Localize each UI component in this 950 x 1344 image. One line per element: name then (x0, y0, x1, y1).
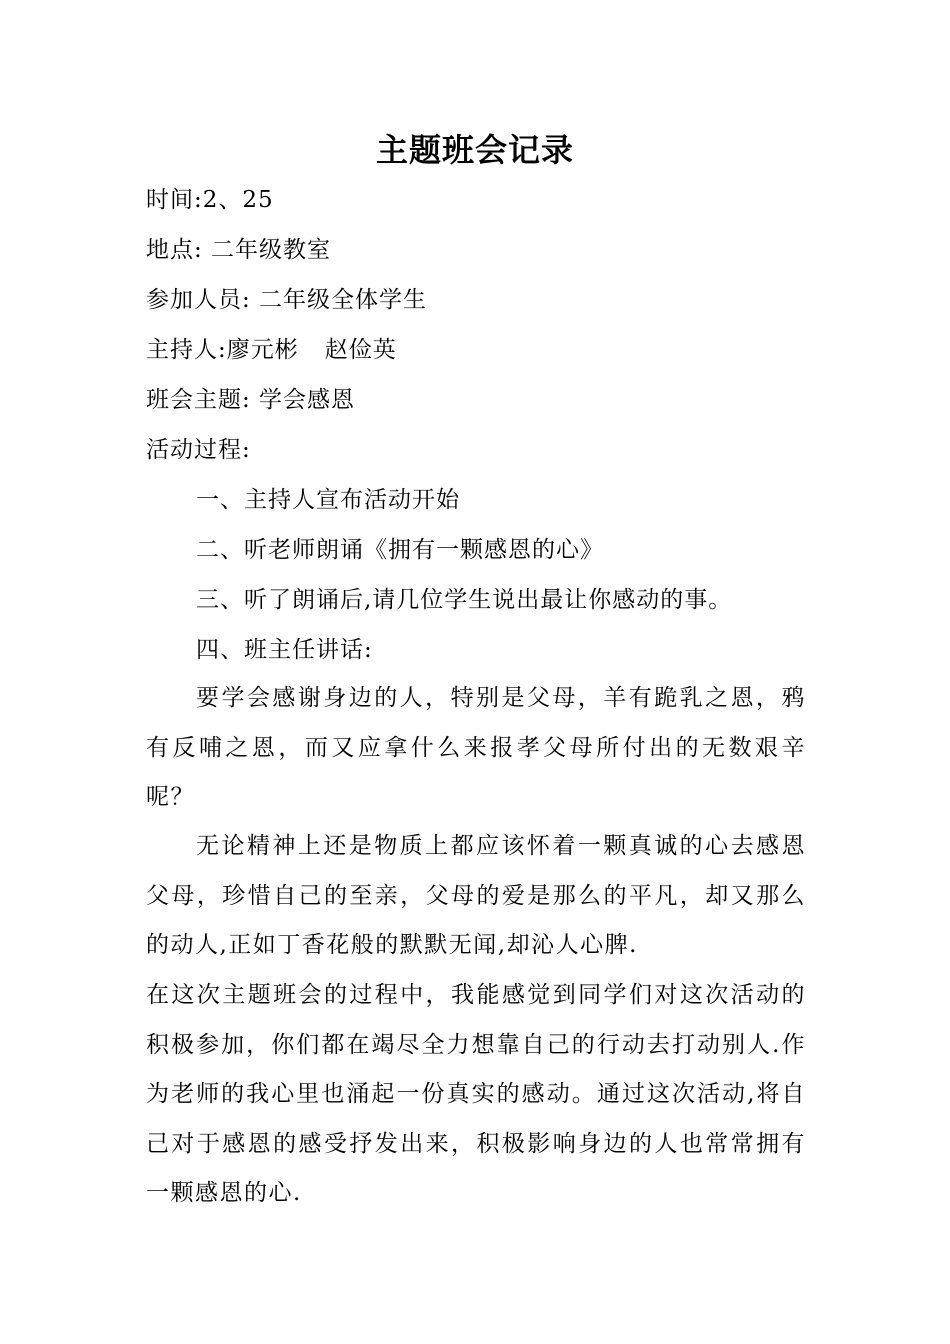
meeting-participants: 参加人员: 二年级全体学生 (146, 287, 428, 313)
process-step-1: 一、主持人宣布活动开始 (196, 487, 460, 513)
meeting-hosts (146, 334, 397, 366)
process-step-3: 三、听了朗诵后,请几位学生说出最让你感动的事。 (196, 587, 733, 613)
host-name-2: 赵俭英 (324, 337, 397, 363)
process-step-2: 二、听老师朗诵《拥有一颗感恩的心》 (196, 537, 604, 563)
process-step-4: 四、班主任讲话: (196, 637, 373, 663)
summary-paragraph: 在这次主题班会的过程中，我能感觉到同学们对这次活动的积极参加，你们都在竭尽全力想靠自己的行动去打动别人.作为老师的我心里也涌起一份真实的感动。通过这次活动,将自己对于感恩的感受抒发出来，积极影响身边的人也常常拥有一颗感恩的心. (146, 982, 806, 1206)
host-label: 主持人:廖元彬 (146, 337, 299, 363)
process-label: 活动过程: (146, 437, 251, 463)
meeting-theme: 班会主题: 学会感恩 (146, 387, 356, 413)
meeting-place: 地点: 二年级教室 (146, 237, 332, 263)
meeting-time: 时间:2、25 (146, 187, 274, 213)
speech-paragraph-2: 无论精神上还是物质上都应该怀着一颗真诚的心去感恩父母，珍惜自己的至亲，父母的爱是那么的平凡，却又那么的动人,正如丁香花般的默默无闻,却沁人心脾. (146, 833, 806, 958)
speech-paragraph-1: 要学会感谢身边的人，特别是父母，羊有跪乳之恩，鸦有反哺之恩，而又应拿什么来报孝父母所付出的无数艰辛呢？ (146, 685, 806, 810)
document-title: 主题班会记录 (375, 131, 574, 169)
